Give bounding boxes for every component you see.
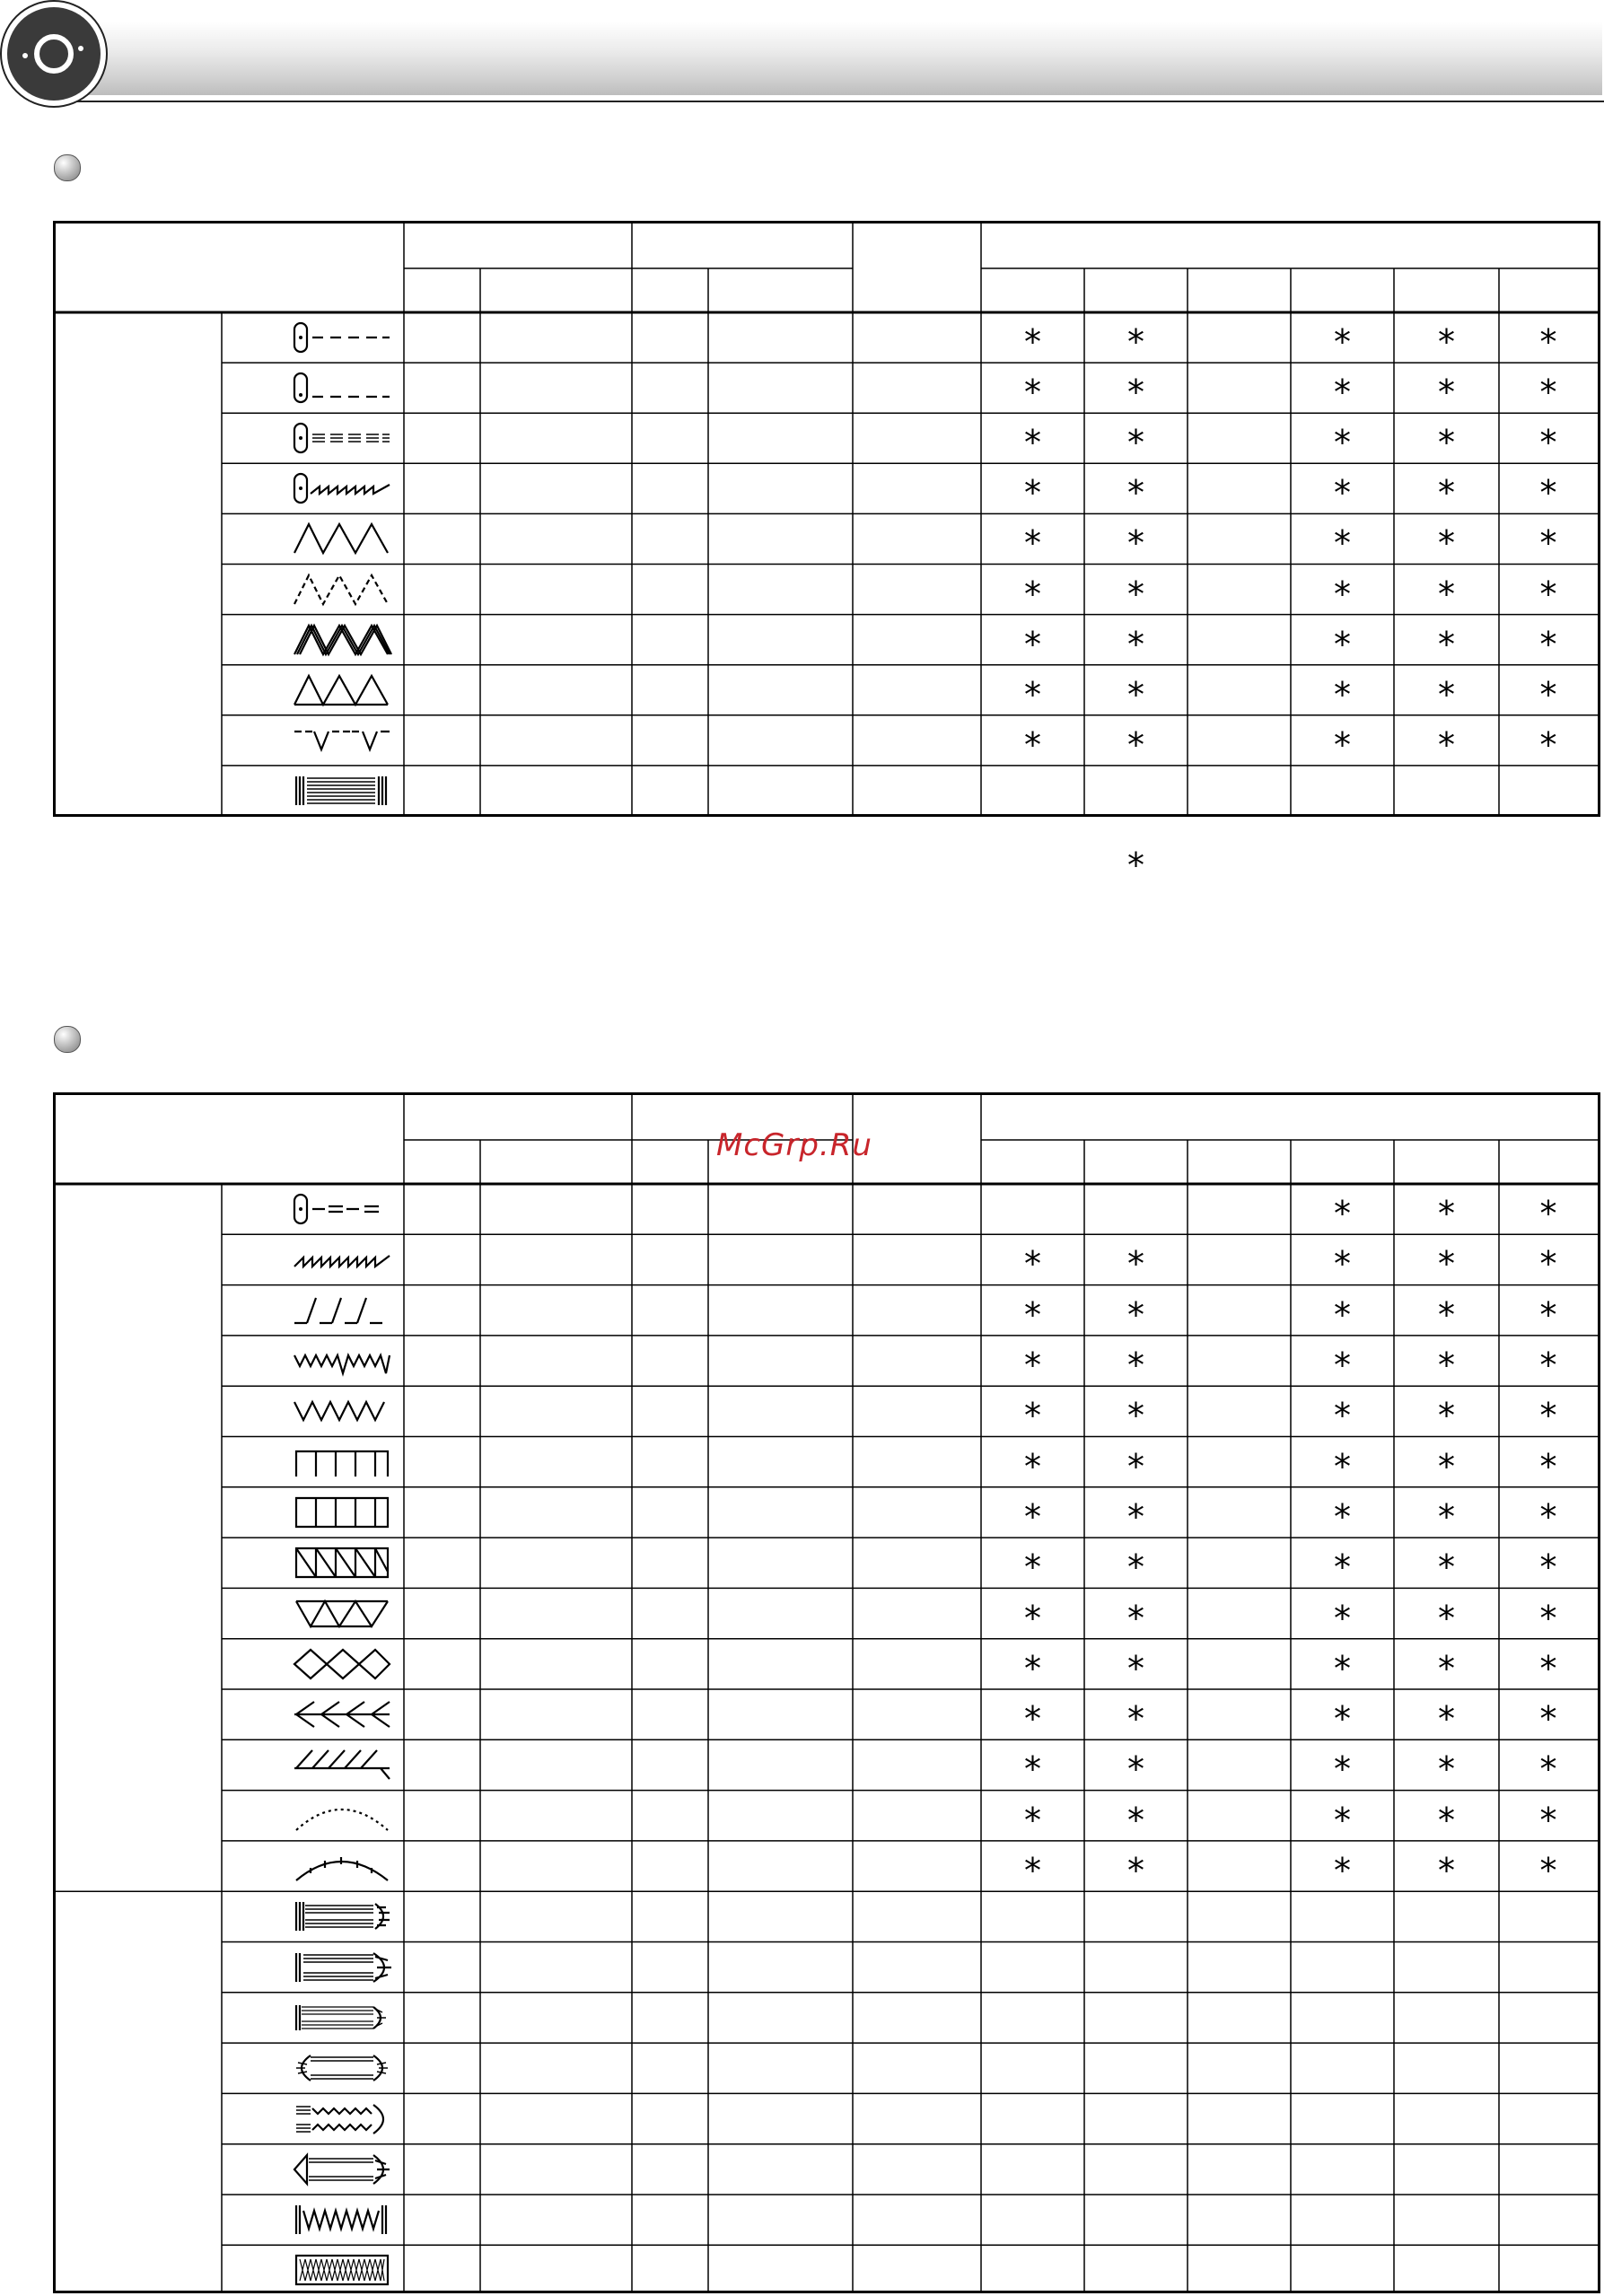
support-mark: * bbox=[1438, 1496, 1455, 1537]
support-mark: * bbox=[1539, 423, 1557, 463]
support-mark: * bbox=[1024, 724, 1041, 765]
support-mark: * bbox=[1539, 322, 1557, 363]
support-mark: * bbox=[1539, 1648, 1557, 1688]
support-mark: * bbox=[1024, 1244, 1041, 1284]
support-mark: * bbox=[1539, 1294, 1557, 1335]
support-mark: * bbox=[1024, 624, 1041, 664]
support-mark: * bbox=[1127, 674, 1144, 714]
header-badge bbox=[0, 0, 108, 108]
support-mark: * bbox=[1024, 473, 1041, 513]
support-mark: * bbox=[1127, 1749, 1144, 1790]
support-mark: * bbox=[1334, 574, 1351, 614]
support-mark: * bbox=[1539, 1496, 1557, 1537]
support-mark: * bbox=[1024, 1749, 1041, 1790]
support-mark: * bbox=[1539, 473, 1557, 513]
support-mark: * bbox=[1438, 1851, 1455, 1891]
support-mark: * bbox=[1024, 372, 1041, 413]
support-mark: * bbox=[1127, 372, 1144, 413]
support-mark: * bbox=[1024, 1851, 1041, 1891]
support-mark: * bbox=[1127, 1446, 1144, 1486]
section-bullet-1 bbox=[54, 154, 81, 181]
support-mark: * bbox=[1539, 523, 1557, 564]
support-mark: * bbox=[1539, 1851, 1557, 1891]
support-mark: * bbox=[1539, 1749, 1557, 1790]
support-mark: * bbox=[1438, 423, 1455, 463]
support-mark: * bbox=[1438, 473, 1455, 513]
support-mark: * bbox=[1438, 724, 1455, 765]
support-mark: * bbox=[1127, 322, 1144, 363]
support-mark: * bbox=[1334, 322, 1351, 363]
table-grid bbox=[56, 223, 1598, 814]
page-header bbox=[0, 0, 1604, 108]
stitch-table-2 bbox=[53, 1092, 1600, 2293]
section-bullet-2 bbox=[54, 1026, 81, 1053]
support-mark: * bbox=[1334, 724, 1351, 765]
support-mark: * bbox=[1539, 1244, 1557, 1284]
support-mark: * bbox=[1024, 1648, 1041, 1688]
support-mark: * bbox=[1127, 1851, 1144, 1891]
support-mark: * bbox=[1438, 1648, 1455, 1688]
support-mark: * bbox=[1127, 724, 1144, 765]
support-mark: * bbox=[1127, 574, 1144, 614]
support-mark: * bbox=[1024, 1598, 1041, 1638]
support-mark: * bbox=[1438, 1345, 1455, 1386]
support-mark: * bbox=[1438, 523, 1455, 564]
support-mark: * bbox=[1438, 1446, 1455, 1486]
support-mark: * bbox=[1334, 1598, 1351, 1638]
support-mark: * bbox=[1024, 574, 1041, 614]
support-mark: * bbox=[1539, 1446, 1557, 1486]
table-grid bbox=[56, 1095, 1598, 2291]
support-mark: * bbox=[1127, 1547, 1144, 1588]
support-mark: * bbox=[1334, 1699, 1351, 1740]
support-mark: * bbox=[1127, 1244, 1144, 1284]
header-rule bbox=[54, 101, 1604, 102]
support-mark: * bbox=[1334, 1648, 1351, 1688]
support-mark: * bbox=[1127, 624, 1144, 664]
support-mark: * bbox=[1127, 1294, 1144, 1335]
support-mark: * bbox=[1334, 674, 1351, 714]
support-mark: * bbox=[1024, 674, 1041, 714]
support-mark: * bbox=[1438, 1598, 1455, 1638]
support-mark: * bbox=[1438, 1294, 1455, 1335]
support-mark: * bbox=[1539, 1598, 1557, 1638]
support-mark: * bbox=[1334, 1496, 1351, 1537]
support-mark: * bbox=[1024, 1496, 1041, 1537]
support-mark: * bbox=[1334, 1547, 1351, 1588]
support-mark: * bbox=[1024, 1800, 1041, 1840]
support-mark: * bbox=[1438, 624, 1455, 664]
support-mark: * bbox=[1024, 423, 1041, 463]
support-mark: * bbox=[1024, 1345, 1041, 1386]
support-mark: * bbox=[1438, 1699, 1455, 1740]
support-mark: * bbox=[1539, 1547, 1557, 1588]
support-mark: * bbox=[1024, 523, 1041, 564]
support-mark: * bbox=[1127, 1345, 1144, 1386]
support-mark: * bbox=[1539, 1345, 1557, 1386]
header-gradient-bar bbox=[54, 22, 1602, 95]
support-mark: * bbox=[1127, 1648, 1144, 1688]
support-mark: * bbox=[1334, 523, 1351, 564]
support-mark: * bbox=[1438, 1547, 1455, 1588]
support-mark: * bbox=[1334, 1396, 1351, 1436]
support-mark: * bbox=[1334, 1294, 1351, 1335]
support-mark: * bbox=[1127, 1396, 1144, 1436]
footnote-star: * bbox=[1127, 846, 1144, 885]
support-mark: * bbox=[1127, 1800, 1144, 1840]
support-mark: * bbox=[1334, 1800, 1351, 1840]
support-mark: * bbox=[1334, 1194, 1351, 1234]
support-mark: * bbox=[1334, 372, 1351, 413]
support-mark: * bbox=[1438, 1800, 1455, 1840]
support-mark: * bbox=[1539, 1194, 1557, 1234]
support-mark: * bbox=[1539, 724, 1557, 765]
support-mark: * bbox=[1539, 674, 1557, 714]
support-mark: * bbox=[1438, 322, 1455, 363]
support-mark: * bbox=[1024, 1294, 1041, 1335]
support-mark: * bbox=[1127, 423, 1144, 463]
support-mark: * bbox=[1334, 1446, 1351, 1486]
support-mark: * bbox=[1024, 1699, 1041, 1740]
support-mark: * bbox=[1438, 1396, 1455, 1436]
support-mark: * bbox=[1024, 1396, 1041, 1436]
support-mark: * bbox=[1438, 372, 1455, 413]
support-mark: * bbox=[1127, 1598, 1144, 1638]
support-mark: * bbox=[1127, 1699, 1144, 1740]
support-mark: * bbox=[1438, 1194, 1455, 1234]
support-mark: * bbox=[1438, 574, 1455, 614]
support-mark: * bbox=[1127, 523, 1144, 564]
support-mark: * bbox=[1127, 1496, 1144, 1537]
support-mark: * bbox=[1334, 423, 1351, 463]
support-mark: * bbox=[1539, 372, 1557, 413]
support-mark: * bbox=[1539, 624, 1557, 664]
support-mark: * bbox=[1539, 574, 1557, 614]
support-mark: * bbox=[1334, 473, 1351, 513]
support-mark: * bbox=[1438, 674, 1455, 714]
support-mark: * bbox=[1334, 1244, 1351, 1284]
support-mark: * bbox=[1539, 1800, 1557, 1840]
watermark: McGrp.Ru bbox=[716, 1127, 872, 1163]
support-mark: * bbox=[1539, 1396, 1557, 1436]
support-mark: * bbox=[1334, 1345, 1351, 1386]
support-mark: * bbox=[1024, 1547, 1041, 1588]
support-mark: * bbox=[1438, 1749, 1455, 1790]
needle-eye-icon bbox=[7, 7, 101, 101]
support-mark: * bbox=[1127, 473, 1144, 513]
support-mark: * bbox=[1438, 1244, 1455, 1284]
support-mark: * bbox=[1334, 624, 1351, 664]
support-mark: * bbox=[1539, 1699, 1557, 1740]
support-mark: * bbox=[1024, 322, 1041, 363]
support-mark: * bbox=[1334, 1749, 1351, 1790]
stitch-table-1 bbox=[53, 221, 1600, 817]
support-mark: * bbox=[1334, 1851, 1351, 1891]
support-mark: * bbox=[1024, 1446, 1041, 1486]
